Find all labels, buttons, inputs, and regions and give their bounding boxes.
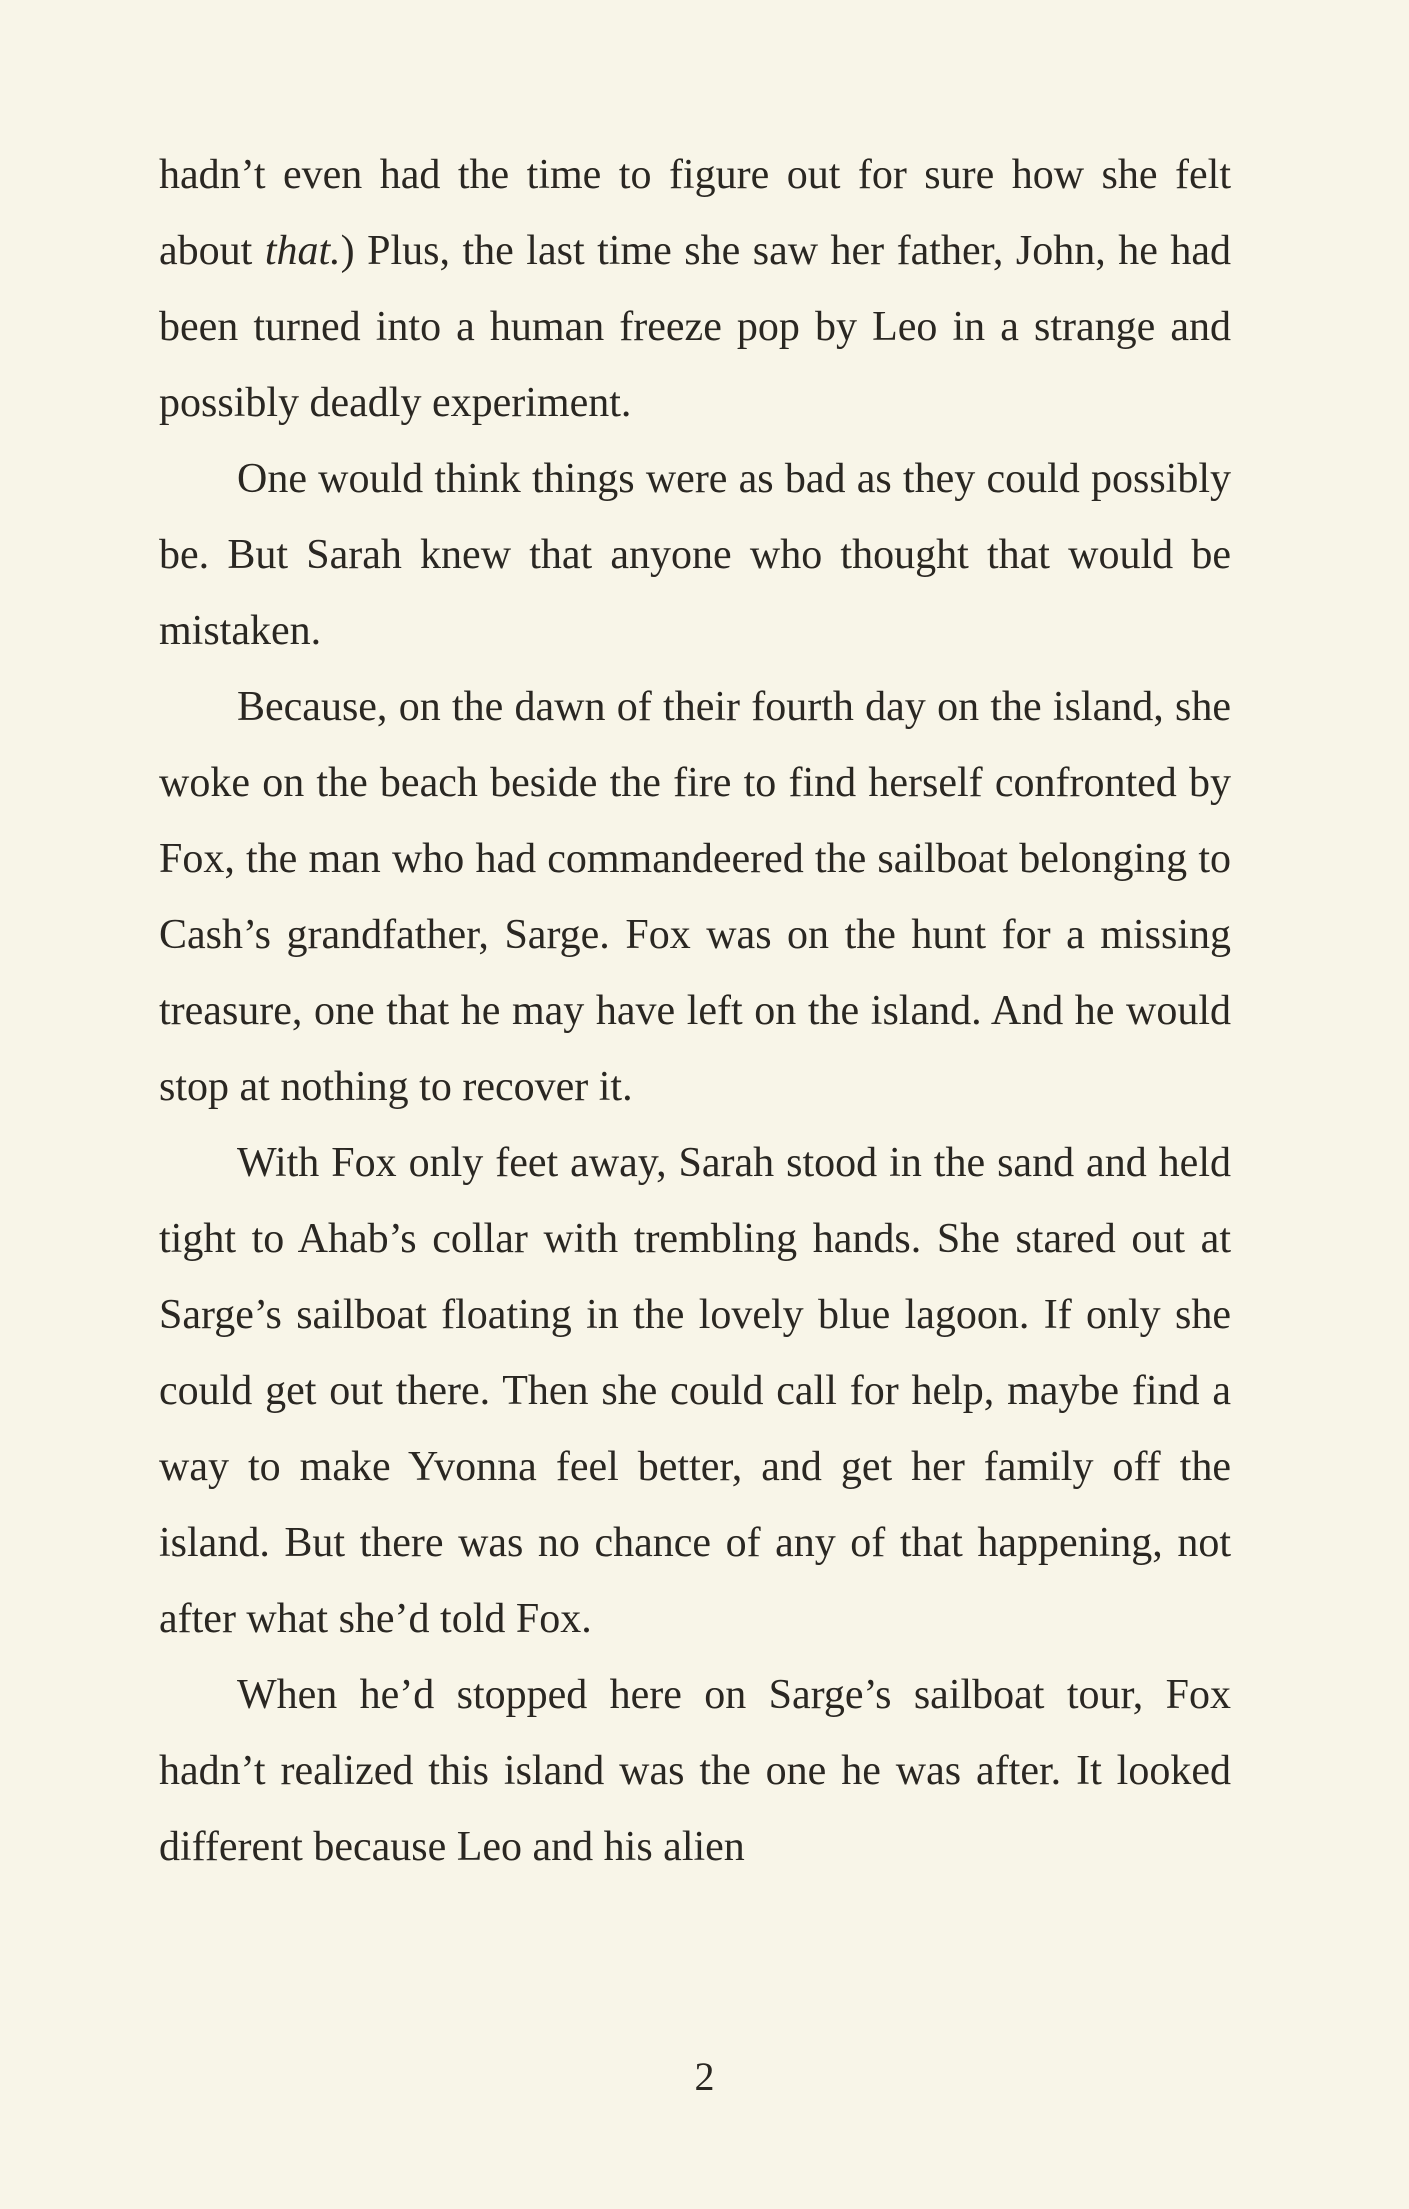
paragraph-5: When he’d stopped here on Sarge’s sailboat tour, Fox hadn’t realized this island was the one he was after. It looked different because Leo and his alien <box>159 1672 1231 1870</box>
body-text <box>159 137 1231 1885</box>
page-number: 2 <box>694 2054 715 2099</box>
paragraph-1 <box>159 137 1231 441</box>
paragraph-2: One would think things were as bad as they could possibly be. But Sarah knew that anyone who thought that would be mistaken. <box>159 456 1231 654</box>
emphasized-word: that. <box>264 228 341 274</box>
paragraph-1-end: ) Plus, the last time she saw her father, John, he had been turned into a human freeze pop by Leo in a strange and possibly deadly experiment. <box>159 228 1232 426</box>
paragraph-1-start: hadn’t even had the time to figure out for sure how she felt about <box>159 152 1231 274</box>
paragraph-4: With Fox only feet away, Sarah stood in the sand and held tight to Ahab’s collar with trembling hands. She stared out at Sarge’s sailboat floating in the lovely blue lagoon. If only she could get out there. Then she could call for help, maybe find a way to make Yvonna feel better, and get her family off the island. But there was no chance of any of that happening, not after what she’d told Fox. <box>159 1140 1231 1642</box>
paragraph-3: Because, on the dawn of their fourth day on the island, she woke on the beach beside the fire to find herself confronted by Fox, the man who had commandeered the sailboat belonging to Cash’s grandfather, Sarge. Fox was on the hunt for a missing treasure, one that he may have left on the island. And he would stop at nothing to recover it. <box>159 684 1231 1110</box>
